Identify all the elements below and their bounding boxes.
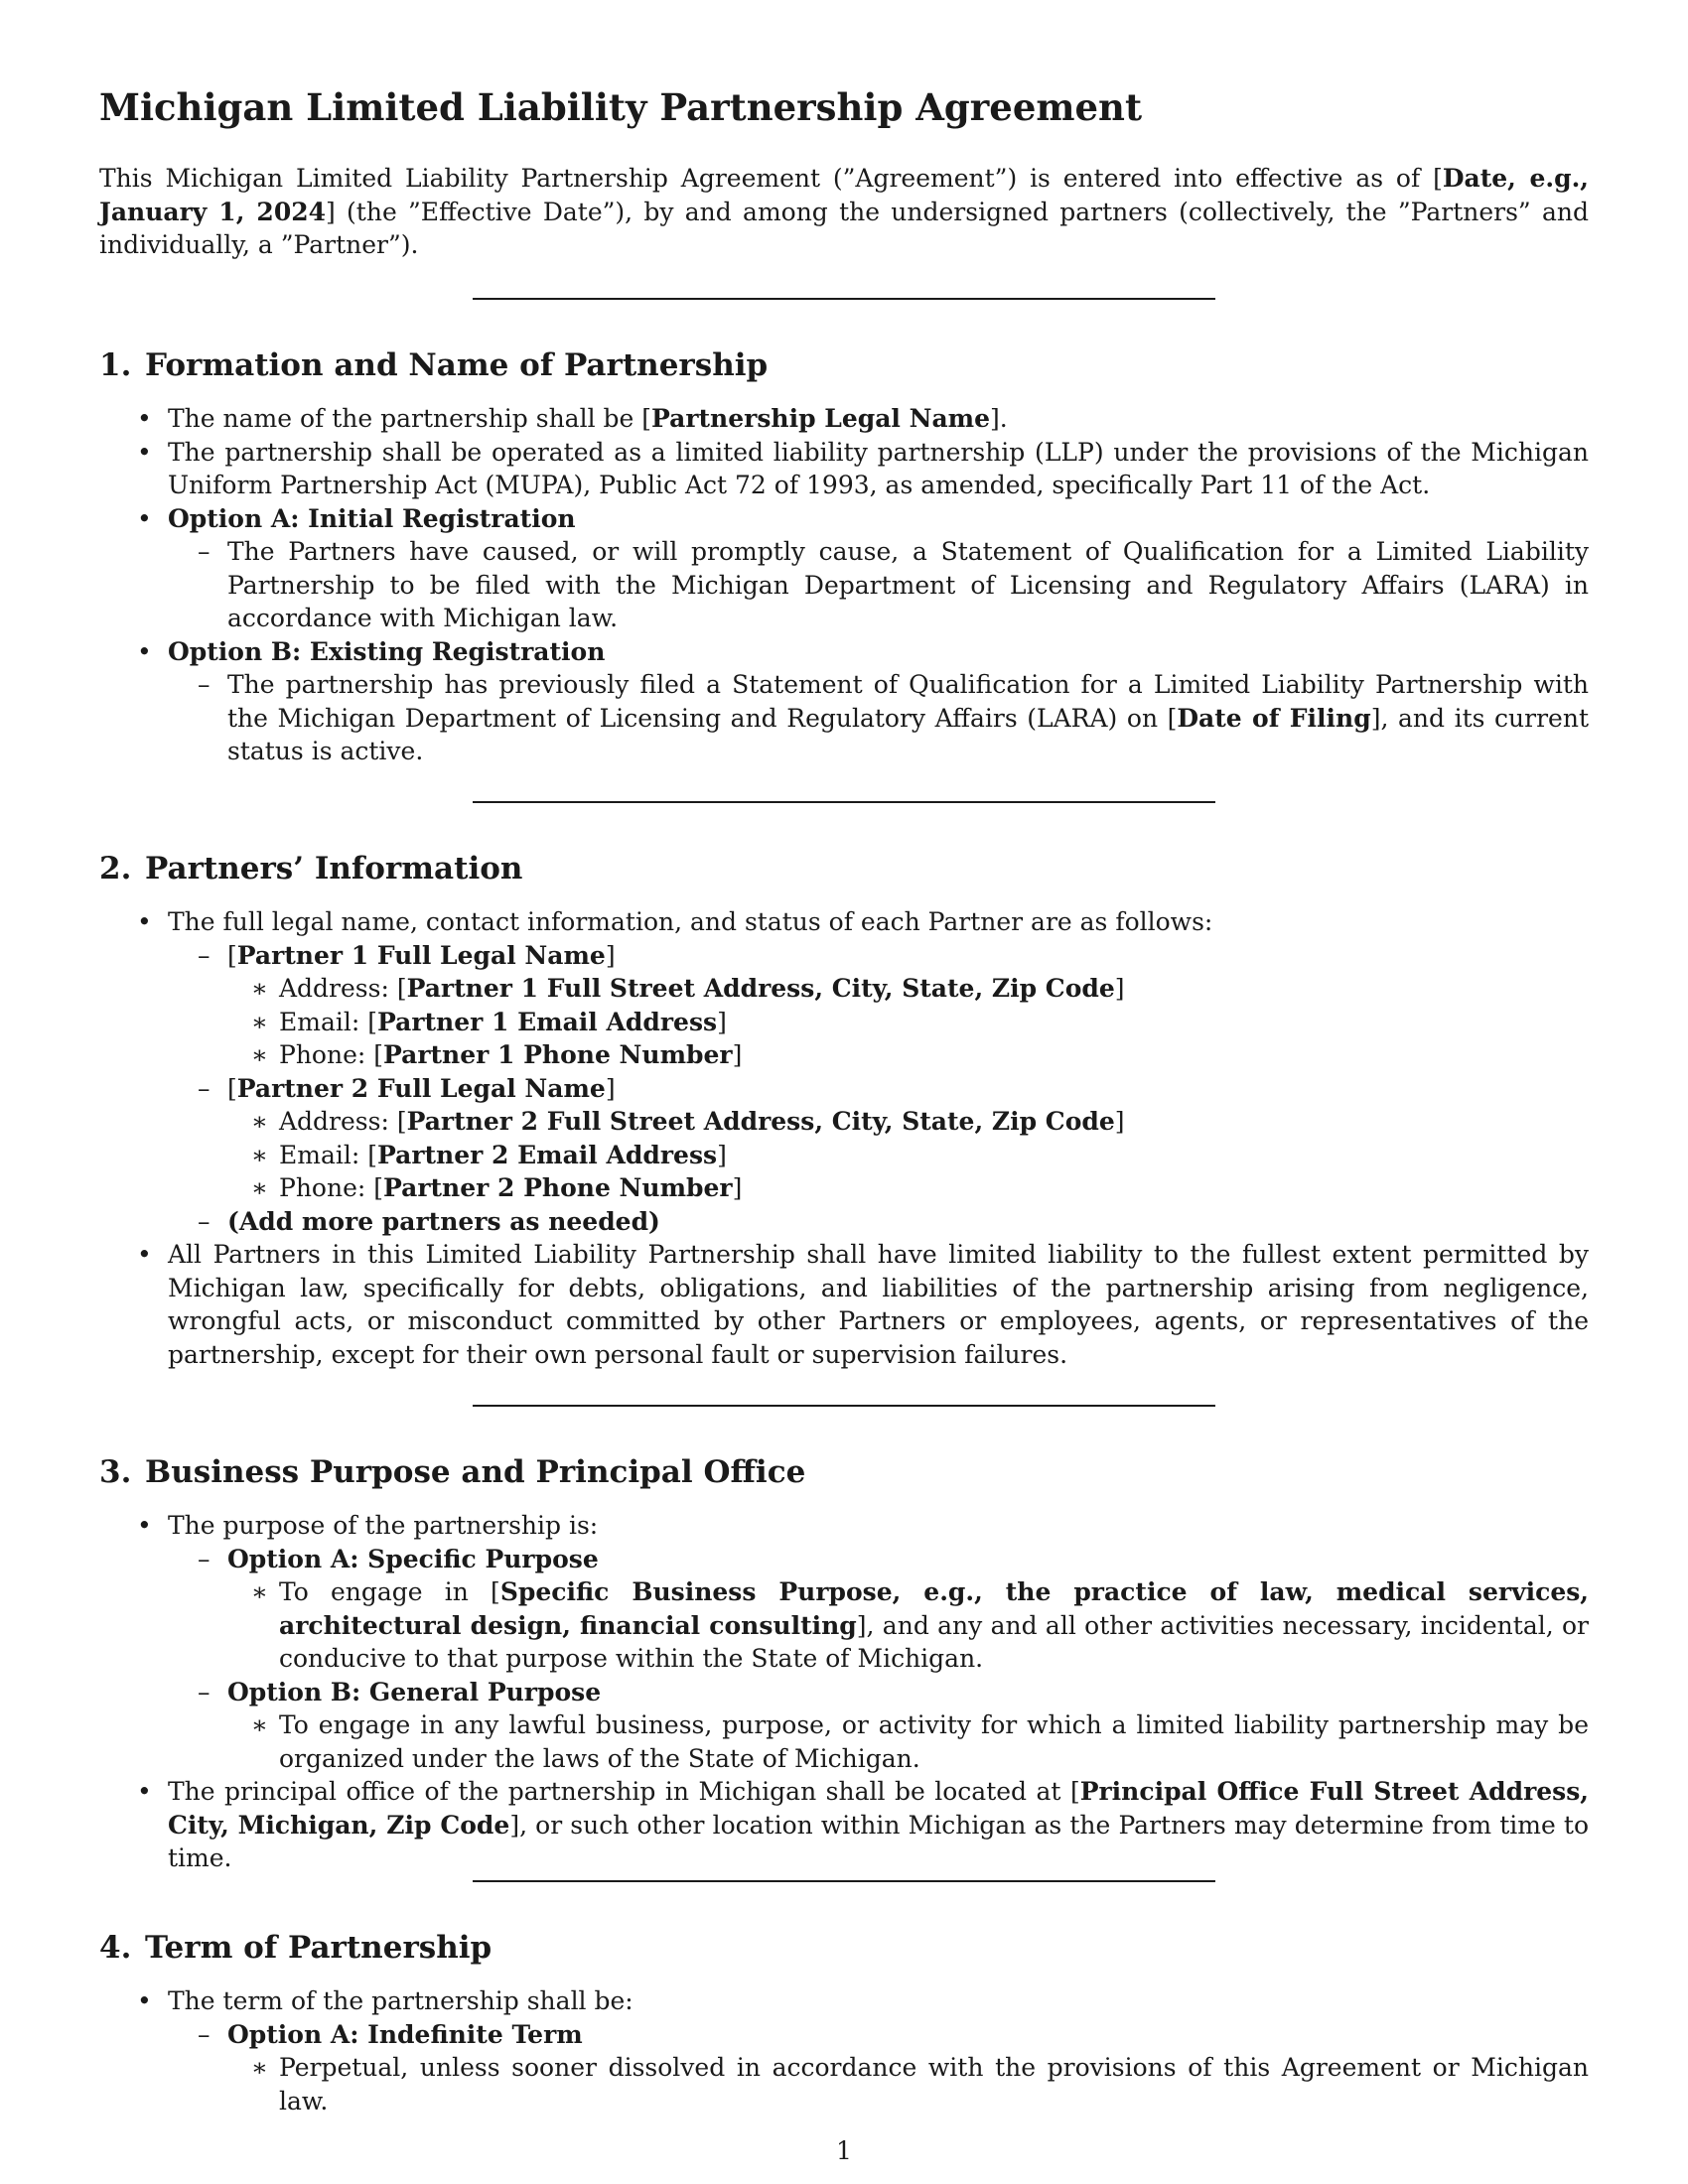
- sub-list-item: [168, 535, 1589, 635]
- item-text: Perpetual, unless sooner dissolved in accordance with the provisions of this Agreement or Michigan law.: [279, 2053, 1589, 2116]
- bracket: [: [367, 1007, 377, 1036]
- intro-text: This Michigan Limited Liability Partnership Agreement (”Agreement”) is entered into effective as of [: [99, 164, 1443, 193]
- item-text: ], or such other location within Michigan as the Partners may determine from time to time.: [168, 1810, 1590, 1872]
- item-text: To engage in [: [279, 1577, 500, 1606]
- section-number: 2.: [99, 851, 132, 887]
- partner-detail-item: [227, 1171, 1589, 1205]
- bracket: [: [396, 1107, 407, 1136]
- partner-1-phone-placeholder: Partner 1 Phone Number: [383, 1040, 733, 1069]
- section-1-list: [99, 402, 1589, 768]
- bracket: [: [367, 1140, 377, 1169]
- detail-label: Address:: [279, 1107, 397, 1136]
- section-4-heading: [99, 1929, 492, 1967]
- item-text: ].: [990, 404, 1008, 433]
- section-number: 4.: [99, 1930, 132, 1966]
- section-2-heading: [99, 850, 522, 887]
- option-a-item: [168, 2018, 1589, 2118]
- partner-1-details: [227, 972, 1589, 1072]
- bracket: ]: [732, 1173, 743, 1202]
- option-a-item: [99, 502, 1589, 635]
- section-title: Business Purpose and Principal Office: [145, 1454, 806, 1490]
- section-number: 1.: [99, 347, 132, 383]
- detail-label: Address:: [279, 974, 397, 1003]
- item-text: The purpose of the partnership is:: [168, 1511, 599, 1540]
- intro-text-end: ] (the ”Effective Date”), by and among the undersigned partners (collectively, the ”Partners” and individually, a ”Partner”).: [99, 197, 1589, 259]
- section-divider: [473, 1405, 1215, 1407]
- partner-list: [168, 939, 1589, 1239]
- option-a-item: [168, 1543, 1589, 1676]
- partner-detail-item: [227, 1105, 1589, 1139]
- bracket: ]: [732, 1040, 743, 1069]
- partnership-name-placeholder: Partnership Legal Name: [651, 404, 991, 433]
- list-item: [99, 1238, 1589, 1371]
- detail-label: Phone:: [279, 1173, 374, 1202]
- page-number: 1: [836, 2136, 852, 2165]
- item-text: ], and its current status is active.: [227, 703, 1589, 765]
- partner-2-phone-placeholder: Partner 2 Phone Number: [383, 1173, 733, 1202]
- partner-detail-item: [227, 1038, 1589, 1072]
- bracket: ]: [717, 1007, 727, 1036]
- section-divider: [473, 801, 1215, 803]
- partner-detail-item: [227, 1006, 1589, 1039]
- list-item: [99, 402, 1589, 436]
- sub-sub-list-item: [227, 1575, 1589, 1676]
- business-purpose-placeholder: Specific Business Purpose, e.g., the practice of law, medical services, architectural design, financial consulting: [279, 1577, 1589, 1640]
- detail-label: Email:: [279, 1140, 368, 1169]
- add-more-partners-note: (Add more partners as needed): [227, 1206, 660, 1236]
- bracket: [: [373, 1173, 384, 1202]
- section-divider: [473, 1880, 1215, 1882]
- section-title: Term of Partnership: [145, 1930, 492, 1966]
- sub-list-item: [168, 668, 1589, 768]
- effective-date-placeholder: Date, e.g., January 1, 2024: [99, 164, 1589, 226]
- item-text: The partnership has previously filed a Statement of Qualification for a Limited Liability Partnership with the Michigan Department of Licensing and Regulatory Affairs (LARA) on [: [227, 670, 1589, 733]
- section-title: Partners’ Information: [145, 851, 523, 887]
- partner-detail-item: [227, 972, 1589, 1006]
- filing-date-placeholder: Date of Filing: [1177, 703, 1371, 733]
- item-text: All Partners in this Limited Liability Partnership shall have limited liability to the fullest extent permitted by Michigan law, specifically for debts, obligations, and liabilities of the partnership arising from negligence, wrongful acts, or misconduct committed by other Partners or employees, agents, or representatives of the partnership, except for their own personal fault or supervision failures.: [168, 1240, 1589, 1369]
- partner-2-email-placeholder: Partner 2 Email Address: [377, 1140, 718, 1169]
- item-text: The name of the partnership shall be [: [168, 404, 652, 433]
- item-text: The term of the partnership shall be:: [168, 1986, 633, 2015]
- sub-sub-list-item: [227, 1708, 1589, 1775]
- section-number: 3.: [99, 1454, 132, 1490]
- intro-paragraph: [99, 162, 1589, 262]
- item-text: The Partners have caused, or will promptly cause, a Statement of Qualification for a Limited Liability Partnership to be filed with the Michigan Department of Licensing and Regulatory Affairs (LARA) in accordance with Michigan law.: [227, 537, 1589, 632]
- option-b-item: [99, 635, 1589, 768]
- bracket: [: [396, 974, 407, 1003]
- sub-list: [168, 668, 1589, 768]
- bracket: [: [373, 1040, 384, 1069]
- sub-list: [168, 535, 1589, 635]
- list-item: [99, 905, 1589, 1238]
- item-text: ], and any and all other activities necessary, incidental, or conducive to that purpose within the State of Michigan.: [279, 1610, 1589, 1673]
- option-a-label: Option A: Specific Purpose: [227, 1544, 599, 1573]
- sub-sub-list-item: [227, 2051, 1589, 2117]
- detail-label: Email:: [279, 1007, 368, 1036]
- item-text: The partnership shall be operated as a limited liability partnership (LLP) under the provisions of the Michigan Uniform Partnership Act (MUPA), Public Act 72 of 1993, as amended, specifically Part 11 of the Act.: [168, 437, 1589, 499]
- option-a-label: Option A: Indefinite Term: [227, 2019, 583, 2049]
- option-a-label: Option A: Initial Registration: [168, 503, 576, 533]
- sub-list: [168, 1543, 1589, 1776]
- bracket: ]: [605, 1073, 616, 1103]
- partner-2-details: [227, 1105, 1589, 1205]
- section-2-list: [99, 905, 1589, 1371]
- bracket: [: [227, 1073, 237, 1103]
- principal-office-placeholder: Principal Office Full Street Address, City, Michigan, Zip Code: [168, 1777, 1589, 1840]
- sub-sub-list: [227, 1575, 1589, 1676]
- partner-1-name-placeholder: Partner 1 Full Legal Name: [236, 940, 606, 970]
- section-3-heading: [99, 1453, 805, 1491]
- partner-2-item: [168, 1072, 1589, 1205]
- sub-sub-list: [227, 1708, 1589, 1775]
- bracket: [: [227, 940, 237, 970]
- section-divider: [473, 298, 1215, 300]
- section-1-heading: [99, 346, 768, 384]
- list-item: [99, 1509, 1589, 1775]
- option-b-label: Option B: General Purpose: [227, 1677, 602, 1706]
- list-item: [99, 436, 1589, 502]
- partner-1-email-placeholder: Partner 1 Email Address: [377, 1007, 718, 1036]
- partner-1-item: [168, 939, 1589, 1072]
- item-text: The full legal name, contact information, and status of each Partner are as follows:: [168, 907, 1213, 936]
- sub-list: [168, 2018, 1589, 2118]
- section-title: Formation and Name of Partnership: [145, 347, 769, 383]
- partner-1-address-placeholder: Partner 1 Full Street Address, City, State, Zip Code: [406, 974, 1115, 1003]
- section-3-list: [99, 1509, 1589, 1875]
- bracket: ]: [1114, 974, 1125, 1003]
- section-4-list: [99, 1984, 1589, 2117]
- bracket: ]: [605, 940, 616, 970]
- bracket: ]: [717, 1140, 727, 1169]
- partner-2-name-placeholder: Partner 2 Full Legal Name: [236, 1073, 606, 1103]
- bracket: ]: [1114, 1107, 1125, 1136]
- sub-sub-list: [227, 2051, 1589, 2117]
- item-text: The principal office of the partnership in Michigan shall be located at [: [168, 1777, 1080, 1806]
- option-b-label: Option B: Existing Registration: [168, 636, 606, 666]
- option-b-item: [168, 1676, 1589, 1776]
- partner-detail-item: [227, 1139, 1589, 1172]
- add-more-partners-item: [168, 1205, 1589, 1239]
- detail-label: Phone:: [279, 1040, 374, 1069]
- list-item: [99, 1984, 1589, 2117]
- list-item: [99, 1775, 1589, 1875]
- document-title: Michigan Limited Liability Partnership Agreement: [99, 85, 1143, 129]
- partner-2-address-placeholder: Partner 2 Full Street Address, City, State, Zip Code: [406, 1107, 1115, 1136]
- item-text: To engage in any lawful business, purpose, or activity for which a limited liability partnership may be organized under the laws of the State of Michigan.: [279, 1710, 1589, 1773]
